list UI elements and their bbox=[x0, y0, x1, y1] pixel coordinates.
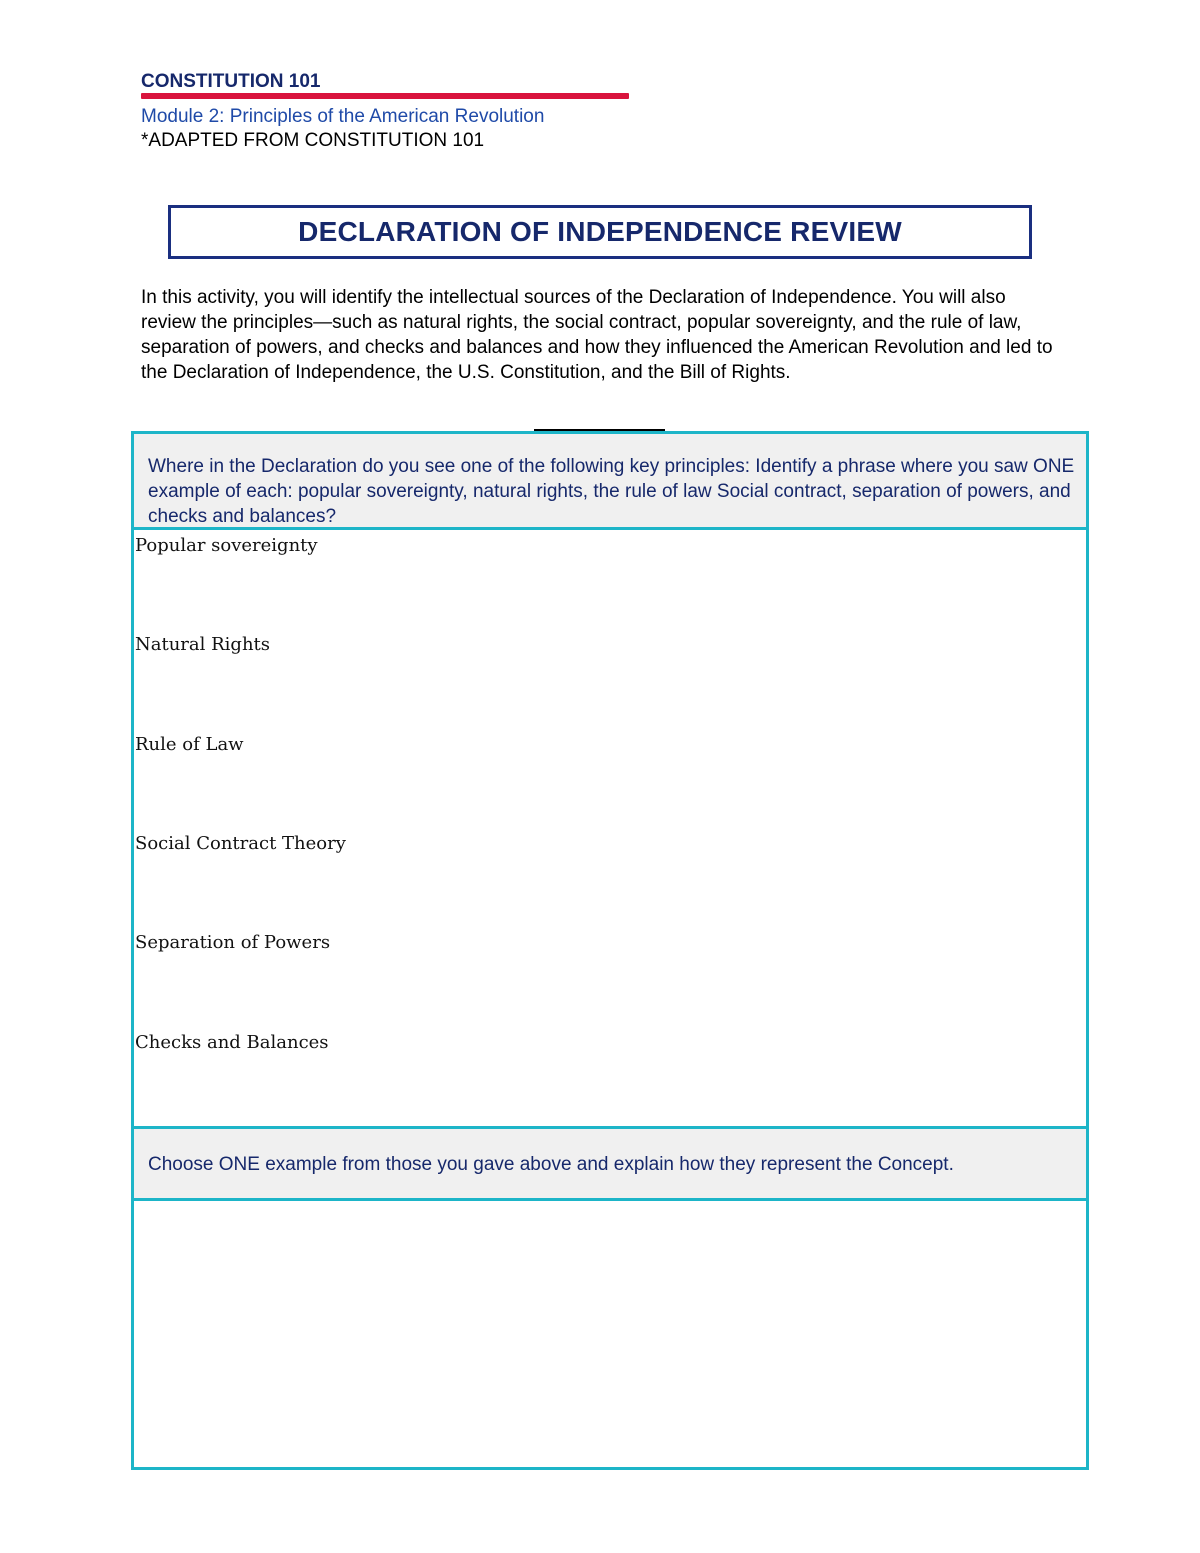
principle-label-separation-of-powers: Separation of Powers bbox=[135, 932, 331, 953]
course-title: CONSTITUTION 101 bbox=[141, 71, 321, 92]
principle-label-social-contract: Social Contract Theory bbox=[135, 833, 346, 854]
question-2-text: Choose ONE example from those you gave above and explain how they represent the Concept. bbox=[148, 1154, 954, 1175]
principles-answer-cell[interactable] bbox=[131, 527, 1089, 1129]
principle-label-rule-of-law: Rule of Law bbox=[135, 734, 244, 755]
principle-label-natural-rights: Natural Rights bbox=[135, 634, 271, 655]
worksheet-title-box bbox=[168, 205, 1032, 259]
question-1-text: Where in the Declaration do you see one of the following key principles: Identify a phrase where you saw ONE example of each: popular sovereignty, natural rights, the rule of law Social contract, separation of powers, and checks and balances? bbox=[148, 456, 1075, 527]
response-answer-cell[interactable] bbox=[131, 1198, 1089, 1470]
principle-label-checks-and-balances: Checks and Balances bbox=[135, 1032, 329, 1053]
intro-paragraph: In this activity, you will identify the intellectual sources of the Declaration of Independence. You will also review the principles—such as natural rights, the social contract, popular sovereignty, and the rule of law, separation of powers, and checks and balances and how they influenced the American Revolution and led to the Declaration of Independence, the U.S. Constitution, and the Bill of Rights. bbox=[141, 287, 1053, 383]
worksheet-title: DECLARATION OF INDEPENDENCE REVIEW bbox=[298, 216, 902, 247]
adapted-note: *ADAPTED FROM CONSTITUTION 101 bbox=[141, 130, 485, 151]
document-header bbox=[141, 70, 631, 153]
question-2-cell bbox=[131, 1126, 1089, 1201]
module-subtitle: Module 2: Principles of the American Revolution bbox=[141, 106, 545, 127]
principle-label-popular-sovereignty: Popular sovereignty bbox=[135, 535, 318, 556]
question-1-cell bbox=[131, 431, 1089, 530]
